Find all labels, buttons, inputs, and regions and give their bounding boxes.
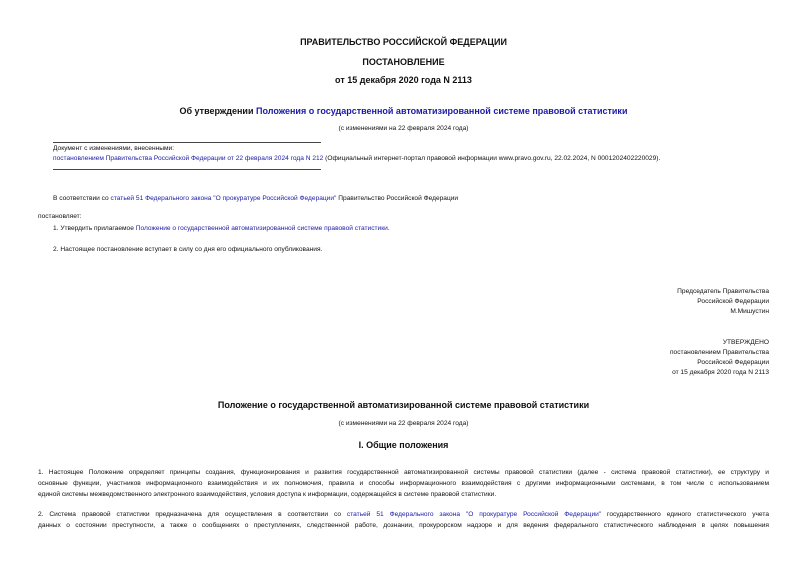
title-regulation-link[interactable]: Положения о государственной автоматизированной системе правовой статистики — [255, 106, 628, 116]
preamble-post: Правительство Российской Федерации — [336, 195, 459, 202]
para-2-post: государственного единого статистического учета — [601, 511, 769, 518]
amend-decree-link[interactable]: постановлением Правительства Российской Федерации от 22 февраля 2024 года N 212 — [53, 155, 324, 162]
para-2-pre: 2. Система правовой статистики предназначена для осуществления в соответствии со — [38, 511, 347, 518]
para-1-line-3: единой системы межведомственного электронного взаимодействия, условия доступа к информации, содержащейся в системе правовой статистики. — [38, 491, 497, 498]
approved-by: постановлением Правительства — [669, 349, 769, 356]
para-2-line-1 — [38, 511, 769, 518]
item-1-regulation-link[interactable]: Положение о государственной автоматизированной системе правовой статистики — [135, 225, 388, 232]
para-2-line-2: данных о состоянии преступности, а также о сообщениях о преступлениях, следственной работе, дознании, прокурорском надзоре и для ведения федерального статистического наблюдения в целях повышения — [38, 522, 769, 529]
signature-title: Председатель Правительства — [677, 288, 769, 295]
section-heading: I. Общие положения — [358, 440, 449, 450]
item-1-pre: 1. Утвердить прилагаемое — [53, 225, 136, 232]
para-2-law-link[interactable]: статьей 51 Федерального закона "О прокуратуре Российской Федерации" — [346, 511, 602, 518]
approved-date: от 15 декабря 2020 года N 2113 — [672, 369, 769, 376]
amend-publication: (Официальный интернет-портал правовой информации www.pravo.gov.ru, 22.02.2024, N 0001202402220029). — [323, 155, 661, 162]
approved-org: Российской Федерации — [697, 359, 769, 366]
document-type: ПОСТАНОВЛЕНИЕ — [362, 57, 445, 67]
amend-intro: Документ с изменениями, внесенными: — [53, 145, 175, 152]
regulation-changes: (с изменениями на 22 февраля 2024 года) — [338, 420, 469, 427]
decides-label: постановляет: — [38, 213, 82, 220]
signature-org: Российской Федерации — [697, 298, 769, 305]
item-1-post: . — [387, 225, 390, 232]
item-2: 2. Настоящее постановление вступает в силу со дня его официального опубликования. — [53, 246, 323, 253]
para-1-line-2: основные функции, участников информационного взаимодействия и их полномочия, правила и способы информационного взаимодействия с другими информационными системами, в том числе с использованием — [38, 480, 769, 487]
document-title — [0, 106, 807, 116]
amend-source — [53, 155, 660, 162]
changes-note: (с изменениями на 22 февраля 2024 года) — [338, 125, 469, 132]
preamble — [53, 195, 458, 202]
regulation-title: Положение о государственной автоматизированной системе правовой статистики — [217, 400, 590, 410]
amend-bottom-rule — [53, 169, 321, 170]
preamble-law-link[interactable]: статьей 51 Федерального закона "О прокуратуре Российской Федерации" — [110, 195, 337, 202]
title-prefix: Об утверждении — [179, 106, 256, 116]
amend-top-rule — [53, 142, 321, 143]
item-1 — [53, 225, 390, 232]
preamble-pre: В соответствии со — [53, 195, 111, 202]
approved-label: УТВЕРЖДЕНО — [722, 339, 769, 346]
para-1-line-1: 1. Настоящее Положение определяет принципы создания, функционирования и развития государственной автоматизированной системы правовой статистики (далее - система правовой статистики), ее структуру и — [38, 469, 769, 476]
document-date: от 15 декабря 2020 года N 2113 — [335, 75, 472, 85]
signature-name: М.Мишустин — [730, 308, 769, 315]
government-heading: ПРАВИТЕЛЬСТВО РОССИЙСКОЙ ФЕДЕРАЦИИ — [300, 37, 507, 47]
